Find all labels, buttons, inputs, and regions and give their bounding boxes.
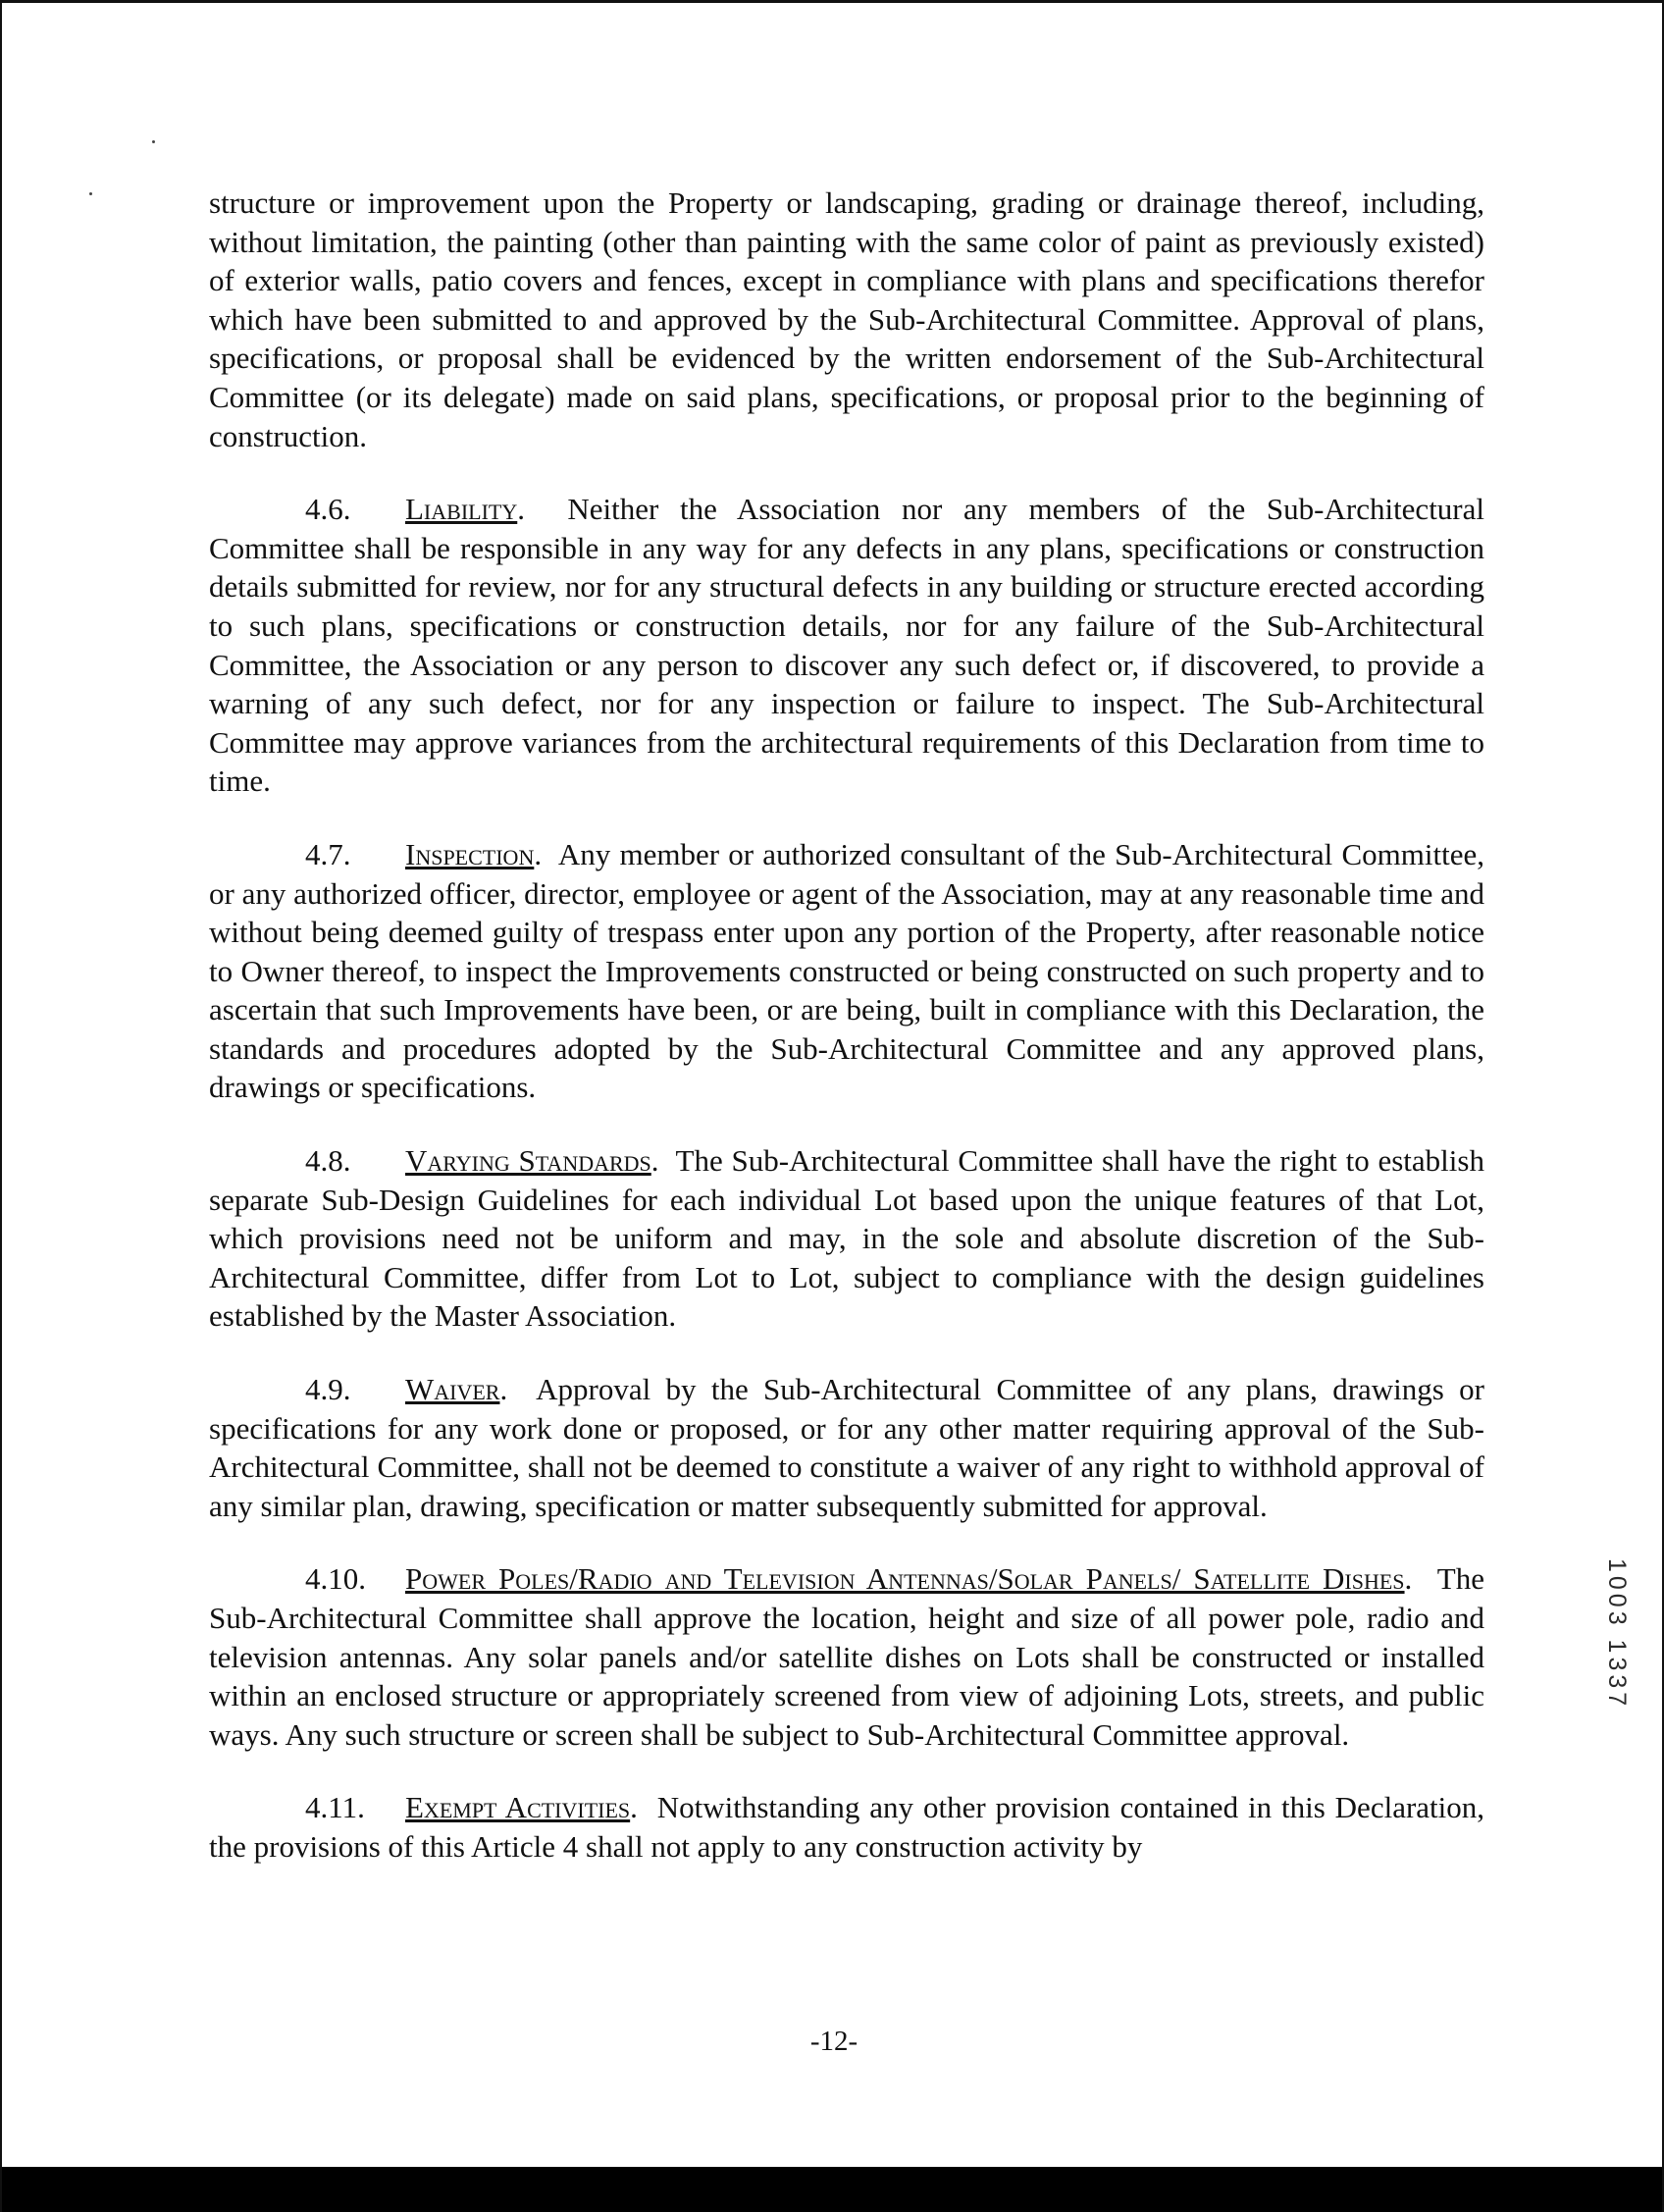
section-text: Approval by the Sub-Architectural Committee of any plans, drawings or specifications for any work done or proposed, or for any other matter requiring approval of the Sub-Architectural Committee, shall not be deemed to constitute a waiver of any right to withhold approval of any similar plan, drawing, specification or matter subsequently submitted for approval. [209,1372,1484,1523]
scan-speck [89,192,92,195]
scan-speck [152,140,155,143]
page-number: -12- [809,2026,858,2057]
section-number: 4.11. [305,1790,365,1825]
section-text: Any member or authorized consultant of the Sub-Architectural Committee, or any authorized officer, director, employee or agent of the Association, may at any reasonable time and without being deemed guilty of trespass enter upon any portion of the Property, after reasonable notice to Owner thereof, to inspect the Improvements constructed or being constructed on such property and to ascertain that such Improvements have been, or are being, built in compliance with this Declaration, the standards and procedures adopted by the Sub-Architectural Committee and any approved plans, drawings or specifications. [209,836,1484,1105]
section-number: 4.7. [305,836,351,871]
section-text: Neither the Association nor any members of the Sub-Architectural Committee shall be responsible in any way for any defects in any plans, specifications or construction details submitted for review, nor for any structural defects in any building or structure erected according to such plans, specifications or construction details, nor for any failure of the Sub-Architectural Committee, the Association or any person to discover any such defect or, if discovered, to provide a warning of any such defect, nor for any inspection or failure to inspect. The Sub-Architectural Committee may approve variances from the architectural requirements of this Declaration from time to time. [209,492,1485,799]
section-number: 4.10. [305,1561,366,1597]
section-4-10: 4.10. Power Poles/Radio and Television Antennas/Solar Panels/ Satellite Dishes. The Sub-Architectural Committee shall approve the location, height and size of all power pole, radio and television antennas. Any solar panels and/or satellite dishes on Lots shall be constructed or installed within an enclosed structure or appropriately screened from view of adjoining Lots, streets, and public ways. Any such structure or screen shall be subject to Sub-Architectural Committee approval. [209,1561,1484,1752]
section-heading: Waiver [405,1372,500,1407]
section-heading: Inspection [405,836,535,871]
section-text: The Sub-Architectural Committee shall approve the location, height and size of all power pole, radio and television antennas. Any solar panels and/or satellite dishes on Lots shall be constructed or installed within an enclosed structure or appropriately screened from view of adjoining Lots, streets, and public ways. Any such structure or screen shall be subject to Sub-Architectural Committee approval. [209,1561,1484,1752]
section-4-6: 4.6. Liability. Neither the Association nor any members of the Sub-Architectural Committee shall be responsible in any way for any defects in any plans, specifications or construction details submitted for review, nor for any structural defects in any building or structure erected according to such plans, specifications or construction details, nor for any failure of the Sub-Architectural Committee, the Association or any person to discover any such defect or, if discovered, to provide a warning of any such defect, nor for any inspection or failure to inspect. The Sub-Architectural Committee may approve variances from the architectural requirements of this Declaration from time to time. [209,492,1485,799]
section-4-8: 4.8. Varying Standards. The Sub-Architectural Committee shall have the right to establish separate Sub-Design Guidelines for each individual Lot based upon the unique features of that Lot, which provisions need not be uniform and may, in the sole and absolute discretion of the Sub-Architectural Committee, differ from Lot to Lot, subject to compliance with the design guidelines established by the Master Association. [209,1143,1484,1334]
section-4-11: 4.11. Exempt Activities. Notwithstanding any other provision contained in this Declaration, the provisions of this Article 4 shall not apply to any construction activity by [209,1790,1485,1864]
scan-bottom-edge [2,2167,1664,2212]
margin-stamp-text: 1003 1337 [1603,1558,1631,1711]
document-body [209,184,1484,1901]
section-heading: Exempt Activities [405,1790,631,1825]
margin-stamp [1603,1558,1632,1711]
section-text: The Sub-Architectural Committee shall have the right to establish separate Sub-Design Guidelines for each individual Lot based upon the unique features of that Lot, which provisions need not be uniform and may, in the sole and absolute discretion of the Sub-Architectural Committee, differ from Lot to Lot, subject to compliance with the design guidelines established by the Master Association. [209,1143,1484,1334]
section-number: 4.9. [305,1372,351,1407]
continued-paragraph: structure or improvement upon the Property or landscaping, grading or drainage thereof, including, without limitation, the painting (other than painting with the same color of paint as previously existed) of exterior walls, patio covers and fences, except in compliance with plans and specifications therefor which have been submitted to and approved by the Sub-Architectural Committee. Approval of plans, specifications, or proposal shall be evidenced by the written endorsement of the Sub-Architectural Committee (or its delegate) made on said plans, specifications, or proposal prior to the beginning of construction. [209,185,1484,453]
section-heading: Varying Standards [405,1143,651,1179]
section-4-7: 4.7. Inspection. Any member or authorized consultant of the Sub-Architectural Committee, or any authorized officer, director, employee or agent of the Association, may at any reasonable time and without being deemed guilty of trespass enter upon any portion of the Property, after reasonable notice to Owner thereof, to inspect the Improvements constructed or being constructed on such property and to ascertain that such Improvements have been, or are being, built in compliance with this Declaration, the standards and procedures adopted by the Sub-Architectural Committee and any approved plans, drawings or specifications. [209,836,1484,1105]
section-heading: Liability [405,492,518,527]
section-4-9: 4.9. Waiver. Approval by the Sub-Architectural Committee of any plans, drawings or specifications for any work done or proposed, or for any other matter requiring approval of the Sub-Architectural Committee, shall not be deemed to constitute a waiver of any right to withhold approval of any similar plan, drawing, specification or matter subsequently submitted for approval. [209,1372,1484,1523]
section-heading: Power Poles/Radio and Television Antennas/Solar Panels/ Satellite Dishes [405,1561,1405,1597]
section-text: Notwithstanding any other provision contained in this Declaration, the provisions of this Article 4 shall not apply to any construction activity by [209,1790,1485,1864]
section-number: 4.6. [305,492,351,527]
section-number: 4.8. [305,1143,351,1179]
